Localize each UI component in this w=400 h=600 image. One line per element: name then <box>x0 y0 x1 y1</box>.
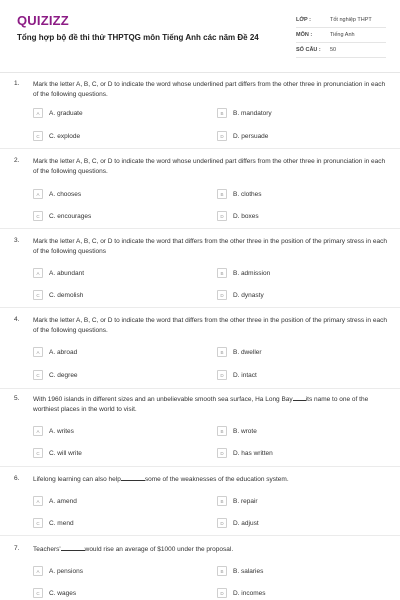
option-d[interactable] <box>217 588 266 598</box>
option-b[interactable] <box>217 426 257 436</box>
option-letter-box: B <box>217 268 227 278</box>
option-text: C. will write <box>49 449 82 457</box>
meta-value: Tốt nghiệp THPT <box>330 17 372 23</box>
option-d[interactable] <box>217 290 264 300</box>
option-text: C. encourages <box>49 212 92 220</box>
question-text: Mark the letter A, B, C, or D to indicate the word whose underlined part differs from the other three in pronunciation in each of the following questions. <box>33 158 386 175</box>
question-divider <box>0 307 400 308</box>
meta-key: SỐ CÂU : <box>296 47 321 53</box>
option-text: D. intact <box>233 371 257 379</box>
option-letter-box: B <box>217 566 227 576</box>
option-c[interactable] <box>33 211 91 221</box>
question-text-after: its name to one of the worthiest places in the world to visit. <box>33 396 369 413</box>
option-text: A. writes <box>49 427 74 435</box>
option-text: C. degree <box>49 371 78 379</box>
question-text: Mark the letter A, B, C, or D to indicate the word that differs from the other three in the position of the primary stress in each of the following questions. <box>33 317 387 334</box>
option-c[interactable] <box>33 518 74 528</box>
option-text: B. dweller <box>233 348 262 356</box>
question-number: 6. <box>14 475 20 482</box>
question-number: 2. <box>14 157 20 164</box>
answer-blank <box>293 400 306 401</box>
question-divider <box>0 388 400 389</box>
option-a[interactable] <box>33 426 74 436</box>
option-text: A. abroad <box>49 348 78 356</box>
option-letter-box: B <box>217 108 227 118</box>
question-text-before: With 1960 islands in different sizes and an unbelievable smooth sea surface, Ha Long Bay <box>33 396 293 403</box>
meta-row-question-count <box>296 43 386 58</box>
question-text: Mark the letter A, B, C, or D to indicate the word that differs from the other three in the position of the primary stress in each of the following questions <box>33 238 387 255</box>
option-text: D. persuade <box>233 132 269 140</box>
option-text: B. salaries <box>233 567 264 575</box>
question-text-after: some of the weaknesses of the education system. <box>144 476 289 483</box>
meta-value: Tiếng Anh <box>330 32 355 38</box>
question-divider <box>0 148 400 149</box>
option-letter-box: A <box>33 189 43 199</box>
option-d[interactable] <box>217 448 273 458</box>
option-letter-box: D <box>217 588 227 598</box>
question-divider <box>0 228 400 229</box>
option-text: A. graduate <box>49 109 83 117</box>
option-letter-box: A <box>33 496 43 506</box>
option-text: C. explode <box>49 132 81 140</box>
option-text: B. mandatory <box>233 109 272 117</box>
option-text: B. wrote <box>233 427 257 435</box>
option-letter-box: B <box>217 426 227 436</box>
meta-key: MÔN : <box>296 32 313 38</box>
option-b[interactable] <box>217 108 272 118</box>
question-text <box>33 475 391 485</box>
option-b[interactable] <box>217 496 258 506</box>
question-text-before: Lifelong learning can also help <box>33 476 121 483</box>
option-letter-box: C <box>33 448 43 458</box>
option-text: C. wages <box>49 589 77 597</box>
option-letter-box: C <box>33 370 43 380</box>
question-text <box>33 395 391 414</box>
option-text: D. has written <box>233 449 273 457</box>
option-a[interactable] <box>33 108 83 118</box>
header-divider <box>0 72 400 73</box>
meta-value: 50 <box>330 47 337 53</box>
option-letter-box: C <box>33 211 43 221</box>
question-divider <box>0 535 400 536</box>
answer-blank <box>121 480 145 481</box>
question-divider <box>0 466 400 467</box>
option-letter-box: C <box>33 131 43 141</box>
meta-key: LỚP : <box>296 17 311 23</box>
option-text: C. mend <box>49 519 74 527</box>
option-letter-box: A <box>33 566 43 576</box>
option-text: B. clothes <box>233 190 262 198</box>
option-b[interactable] <box>217 189 262 199</box>
question-text <box>33 545 391 555</box>
option-a[interactable] <box>33 189 81 199</box>
option-letter-box: D <box>217 448 227 458</box>
question-text: Mark the letter A, B, C, or D to indicate the word whose underlined part differs from the other three in pronunciation in each of the following questions. <box>33 81 386 98</box>
option-letter-box: A <box>33 347 43 357</box>
answer-blank <box>61 550 85 551</box>
option-text: D. boxes <box>233 212 259 220</box>
question-number: 5. <box>14 395 20 402</box>
question-number: 7. <box>14 545 20 552</box>
option-a[interactable] <box>33 496 77 506</box>
option-d[interactable] <box>217 518 259 528</box>
option-a[interactable] <box>33 347 77 357</box>
option-c[interactable] <box>33 290 83 300</box>
option-c[interactable] <box>33 588 76 598</box>
option-a[interactable] <box>33 566 83 576</box>
option-letter-box: C <box>33 290 43 300</box>
option-text: A. pensions <box>49 567 83 575</box>
option-text: B. admission <box>233 269 271 277</box>
question-number: 1. <box>14 80 20 87</box>
option-letter-box: A <box>33 268 43 278</box>
option-b[interactable] <box>217 566 263 576</box>
meta-row-subject <box>296 28 386 43</box>
option-c[interactable] <box>33 131 80 141</box>
option-text: D. incomes <box>233 589 266 597</box>
option-letter-box: B <box>217 496 227 506</box>
option-text: D. dynasty <box>233 291 264 299</box>
option-text: C. demolish <box>49 291 84 299</box>
option-letter-box: A <box>33 108 43 118</box>
option-d[interactable] <box>217 211 259 221</box>
quizizz-logo: QUIZIZZ <box>17 13 69 28</box>
meta-row-class <box>296 13 386 28</box>
option-b[interactable] <box>217 347 262 357</box>
worksheet-meta <box>296 13 386 58</box>
option-letter-box: C <box>33 518 43 528</box>
option-d[interactable] <box>217 370 257 380</box>
question-number: 4. <box>14 316 20 323</box>
option-letter-box: D <box>217 518 227 528</box>
option-c[interactable] <box>33 370 78 380</box>
question-text-before: Teachers' <box>33 546 61 553</box>
option-b[interactable] <box>217 268 270 278</box>
option-text: A. abundant <box>49 269 85 277</box>
option-text: D. adjust <box>233 519 259 527</box>
option-letter-box: C <box>33 588 43 598</box>
option-text: B. repair <box>233 497 258 505</box>
option-letter-box: A <box>33 426 43 436</box>
option-text: A. amend <box>49 497 77 505</box>
question-number: 3. <box>14 237 20 244</box>
option-c[interactable] <box>33 448 82 458</box>
option-letter-box: D <box>217 211 227 221</box>
option-letter-box: B <box>217 189 227 199</box>
option-letter-box: D <box>217 131 227 141</box>
option-text: A. chooses <box>49 190 82 198</box>
worksheet-title: Tổng hợp bộ đề thi thử THPTQG môn Tiếng Anh các năm Đề 24 <box>17 33 259 42</box>
question-text-after: would rise an average of $1000 under the proposal. <box>84 546 234 553</box>
option-letter-box: B <box>217 347 227 357</box>
option-a[interactable] <box>33 268 84 278</box>
option-letter-box: D <box>217 290 227 300</box>
option-letter-box: D <box>217 370 227 380</box>
option-d[interactable] <box>217 131 268 141</box>
